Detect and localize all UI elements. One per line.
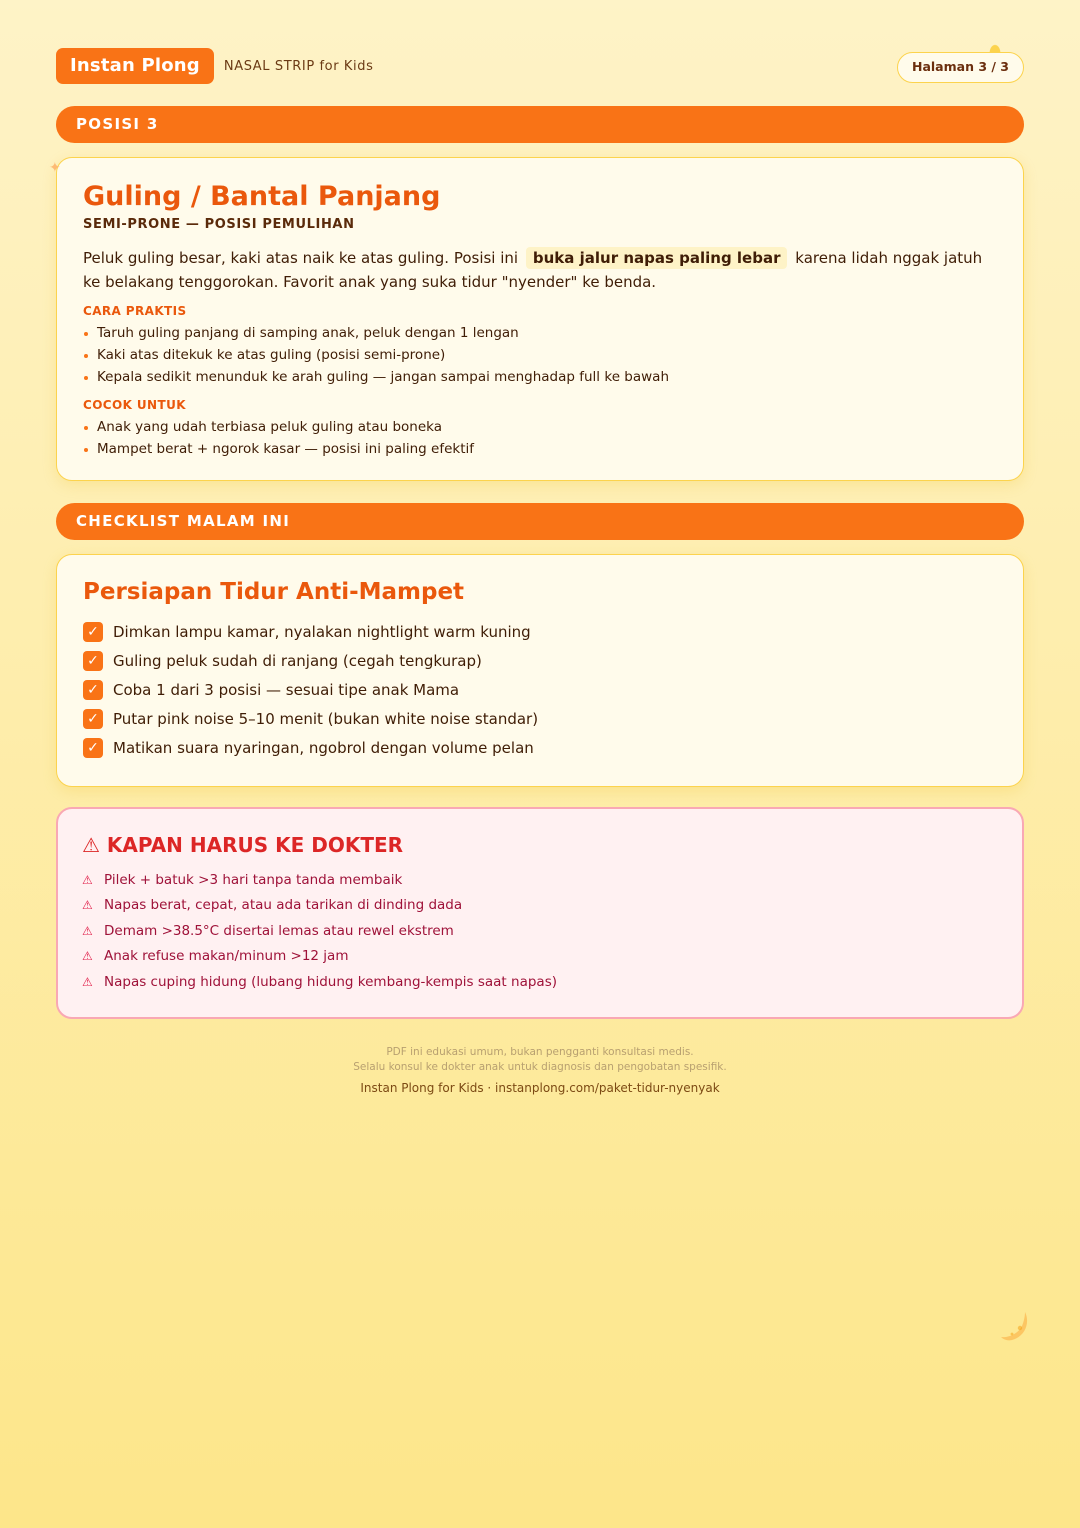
checklist-item-label: Guling peluk sudah di ranjang (cegah tengkurap) [113, 651, 482, 670]
warning-title [82, 831, 998, 859]
checklist-item[interactable] [83, 733, 997, 762]
checklist-item-label: Dimkan lampu kamar, nyalakan nightlight warm kuning [113, 622, 531, 641]
desc-text: karena lidah nggak jatuh ke belakang tenggorokan. Favorit anak yang suka tidur "nyender" ke benda. [83, 249, 983, 291]
checklist-title: Persiapan Tidur Anti-Mampet [83, 579, 465, 605]
list-item: Mampet berat + ngorok kasar — posisi ini paling efektif [83, 438, 997, 460]
desc-highlight: buka jalur napas paling lebar [526, 247, 788, 269]
checkbox-checked-icon[interactable]: ✓ [83, 622, 103, 642]
list-item: Anak yang udah terbiasa peluk guling atau boneka [83, 416, 997, 438]
checkbox-checked-icon[interactable]: ✓ [83, 738, 103, 758]
checklist-item-label: Coba 1 dari 3 posisi — sesuai tipe anak Mama [113, 680, 460, 699]
warning-item-label: Napas cuping hidung (lubang hidung kembang-kempis saat napas) [104, 973, 557, 990]
checklist-item[interactable] [83, 646, 997, 675]
fit-heading: COCOK UNTUK [83, 398, 186, 412]
brand-subtitle: NASAL STRIP for Kids [223, 58, 374, 74]
checkbox-checked-icon[interactable]: ✓ [83, 651, 103, 671]
disclaimer-line-1: PDF ini edukasi umum, bukan pengganti konsultasi medis. [386, 1045, 694, 1058]
checklist-item[interactable] [83, 704, 997, 733]
warning-item [82, 867, 998, 893]
warning-icon: ⚠ [82, 974, 93, 989]
desc-text: Peluk guling besar, kaki atas naik ke atas guling. Posisi ini [83, 249, 519, 267]
checkbox-checked-icon[interactable]: ✓ [83, 680, 103, 700]
page [49, 48, 1024, 1095]
warning-list [82, 867, 998, 995]
warning-item-label: Napas berat, cepat, atau ada tarikan di dinding dada [104, 897, 463, 914]
how-heading: CARA PRAKTIS [83, 304, 187, 318]
brand-logo: Instan Plong [56, 48, 214, 84]
warning-icon: ⚠ [82, 949, 93, 964]
warning-item [82, 918, 998, 944]
brand [56, 48, 373, 84]
warning-item [82, 893, 998, 919]
warning-item-label: Pilek + batuk >3 hari tanpa tanda membaik [104, 871, 403, 888]
checklist-item-label: Putar pink noise 5–10 menit (bukan white noise standar) [113, 709, 539, 728]
warning-title-text: KAPAN HARUS KE DOKTER [106, 833, 404, 857]
checklist-item[interactable] [83, 617, 997, 646]
page-indicator [897, 52, 1024, 83]
warning-icon: ⚠ [82, 898, 93, 913]
warning-icon: ⚠ [82, 872, 93, 887]
footer-brand-link[interactable]: Instan Plong for Kids · instanplong.com/paket-tidur-nyenyak [360, 1080, 720, 1095]
section-bar-checklist: CHECKLIST MALAM INI [56, 503, 1024, 540]
disclaimer-line-2: Selalu konsul ke dokter anak untuk diagnosis dan pengobatan spesifik. [353, 1060, 727, 1073]
page-indicator-label: Halaman 3 / 3 [912, 59, 1009, 74]
how-list [83, 322, 997, 388]
header [56, 48, 1024, 84]
warning-item [82, 969, 998, 995]
list-item: Kepala sedikit menunduk ke arah guling — jangan sampai menghadap full ke bawah [83, 366, 997, 388]
checklist-card [56, 554, 1024, 787]
list-item: Kaki atas ditekuk ke atas guling (posisi semi-prone) [83, 344, 997, 366]
position-title: Guling / Bantal Panjang [83, 181, 441, 212]
sparkle-icon: ✦ [49, 160, 61, 176]
footer [56, 1045, 1024, 1095]
warning-icon: ⚠ [82, 833, 100, 857]
bump-decoration-icon [987, 41, 1003, 53]
crescent-moon-icon [1000, 1310, 1034, 1344]
checklist-item-label: Matikan suara nyaringan, ngobrol dengan volume pelan [113, 738, 534, 757]
warning-icon: ⚠ [82, 923, 93, 938]
checklist [83, 617, 997, 762]
warning-item-label: Anak refuse makan/minum >12 jam [104, 948, 349, 965]
warning-item [82, 944, 998, 970]
position-card [49, 157, 1024, 481]
position-description [83, 246, 997, 294]
list-item: Taruh guling panjang di samping anak, peluk dengan 1 lengan [83, 322, 997, 344]
section-bar-position: POSISI 3 [56, 106, 1024, 143]
position-subtitle: SEMI-PRONE — POSISI PEMULIHAN [83, 217, 355, 232]
checkbox-checked-icon[interactable]: ✓ [83, 709, 103, 729]
checklist-item[interactable] [83, 675, 997, 704]
doctor-warning-card [56, 807, 1024, 1019]
fit-list [83, 416, 997, 460]
warning-item-label: Demam >38.5°C disertai lemas atau rewel ekstrem [104, 922, 454, 939]
